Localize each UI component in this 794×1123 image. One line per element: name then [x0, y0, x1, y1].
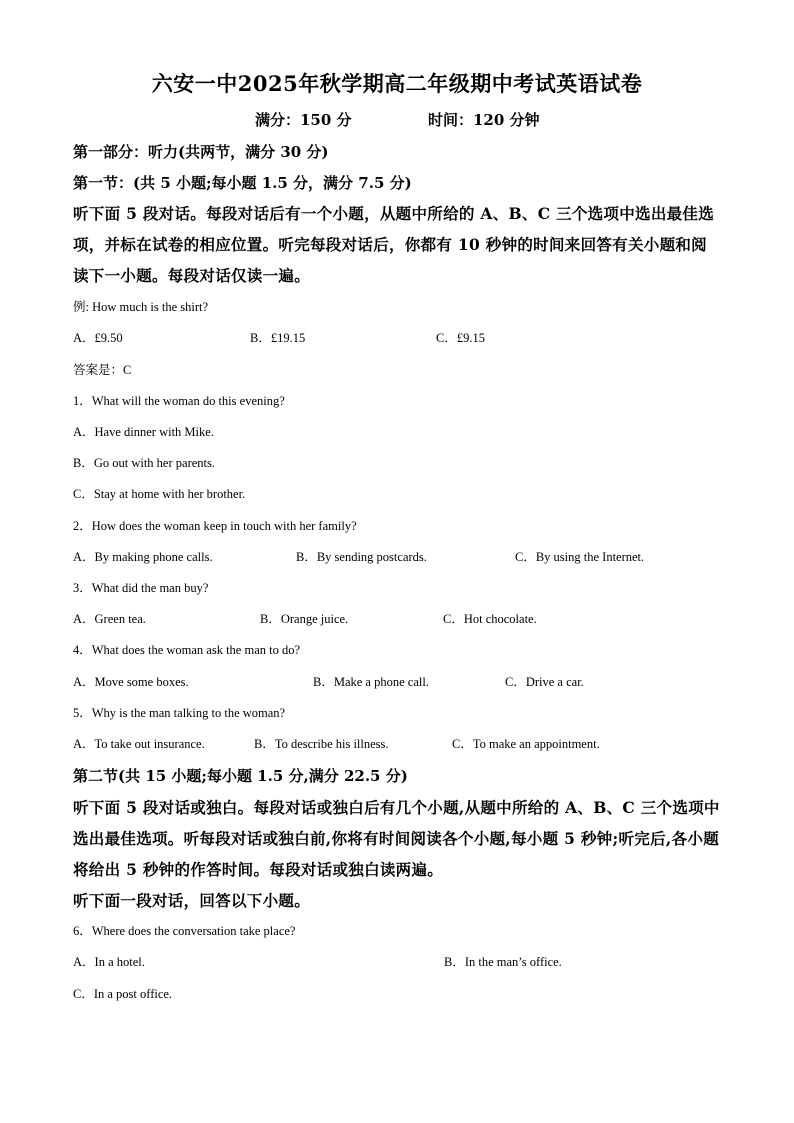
question-3-option-c: C．Hot chocolate. — [443, 612, 537, 626]
example-option-b: B．£19.15 — [250, 331, 306, 345]
question-3-option-a: A．Green tea. — [73, 612, 146, 626]
section2-instruction-line-1: 听下面 5 段对话或独白。每段对话或独白后有几个小题,从题中所给的 A、B、C 三个选项中 — [73, 798, 720, 817]
question-4-option-a: A．Move some boxes. — [73, 675, 189, 689]
section1-heading: 第一节：(共 5 小题;每小题 1.5 分，满分 7.5 分) — [73, 174, 412, 192]
question-6-option-c: C．In a post office. — [73, 987, 173, 1001]
question-5-option-b: B．To describe his illness. — [254, 737, 389, 751]
section2-heading: 第二节(共 15 小题;每小题 1.5 分,满分 22.5 分) — [73, 767, 408, 785]
example-option-c: C．£9.15 — [436, 331, 485, 345]
question-6: 6．Where does the conversation take place? — [73, 924, 296, 938]
section1-instruction-line-1: 听下面 5 段对话。每段对话后有一个小题，从题中所给的 A、B、C 三个选项中选出最佳选 — [73, 204, 715, 223]
section1-instruction-line-2: 项，并标在试卷的相应位置。听完每段对话后，你都有 10 秒钟的时间来回答有关小题和阅 — [73, 235, 707, 254]
question-4-option-c: C．Drive a car. — [505, 675, 584, 689]
question-4: 4．What does the woman ask the man to do? — [73, 643, 301, 657]
question-4-option-b: B．Make a phone call. — [313, 675, 429, 689]
question-1-option-a: A．Have dinner with Mike. — [73, 425, 214, 439]
score-info: 满分：150 分 — [255, 111, 352, 129]
question-6-option-a: A．In a hotel. — [73, 955, 145, 969]
example-answer: 答案是：C — [73, 363, 132, 377]
question-1-option-b: B．Go out with her parents. — [73, 456, 215, 470]
example-question: 例: How much is the shirt? — [73, 300, 209, 314]
question-2-option-c: C．By using the Internet. — [515, 550, 645, 564]
example-option-a: A．£9.50 — [73, 331, 123, 345]
section1-instruction-line-3: 读下一小题。每段对话仅读一遍。 — [73, 266, 311, 285]
section2-instruction-line-3: 将给出 5 秒钟的作答时间。每段对话或独白读两遍。 — [73, 860, 444, 879]
question-3: 3．What did the man buy? — [73, 581, 209, 595]
question-5-option-a: A．To take out insurance. — [73, 737, 205, 751]
question-5: 5．Why is the man talking to the woman? — [73, 706, 286, 720]
question-1-option-c: C．Stay at home with her brother. — [73, 487, 246, 501]
question-2: 2．How does the woman keep in touch with her family? — [73, 519, 357, 533]
question-2-option-a: A．By making phone calls. — [73, 550, 213, 564]
part1-heading: 第一部分：听力(共两节，满分 30 分) — [73, 143, 329, 161]
section2-sub-instruction: 听下面一段对话，回答以下小题。 — [73, 891, 311, 910]
question-6-option-b: B．In the man’s office. — [444, 955, 562, 969]
page-title: 六安一中2025年秋学期高二年级期中考试英语试卷 — [151, 71, 643, 96]
question-3-option-b: B．Orange juice. — [260, 612, 349, 626]
section2-instruction-line-2: 选出最佳选项。听每段对话或独白前,你将有时间阅读各个小题,每小题 5 秒钟;听完后,各小题 — [73, 829, 719, 848]
question-5-option-c: C．To make an appointment. — [452, 737, 600, 751]
time-info: 时间：120 分钟 — [428, 111, 540, 129]
question-1: 1．What will the woman do this evening? — [73, 394, 285, 408]
question-2-option-b: B．By sending postcards. — [296, 550, 427, 564]
